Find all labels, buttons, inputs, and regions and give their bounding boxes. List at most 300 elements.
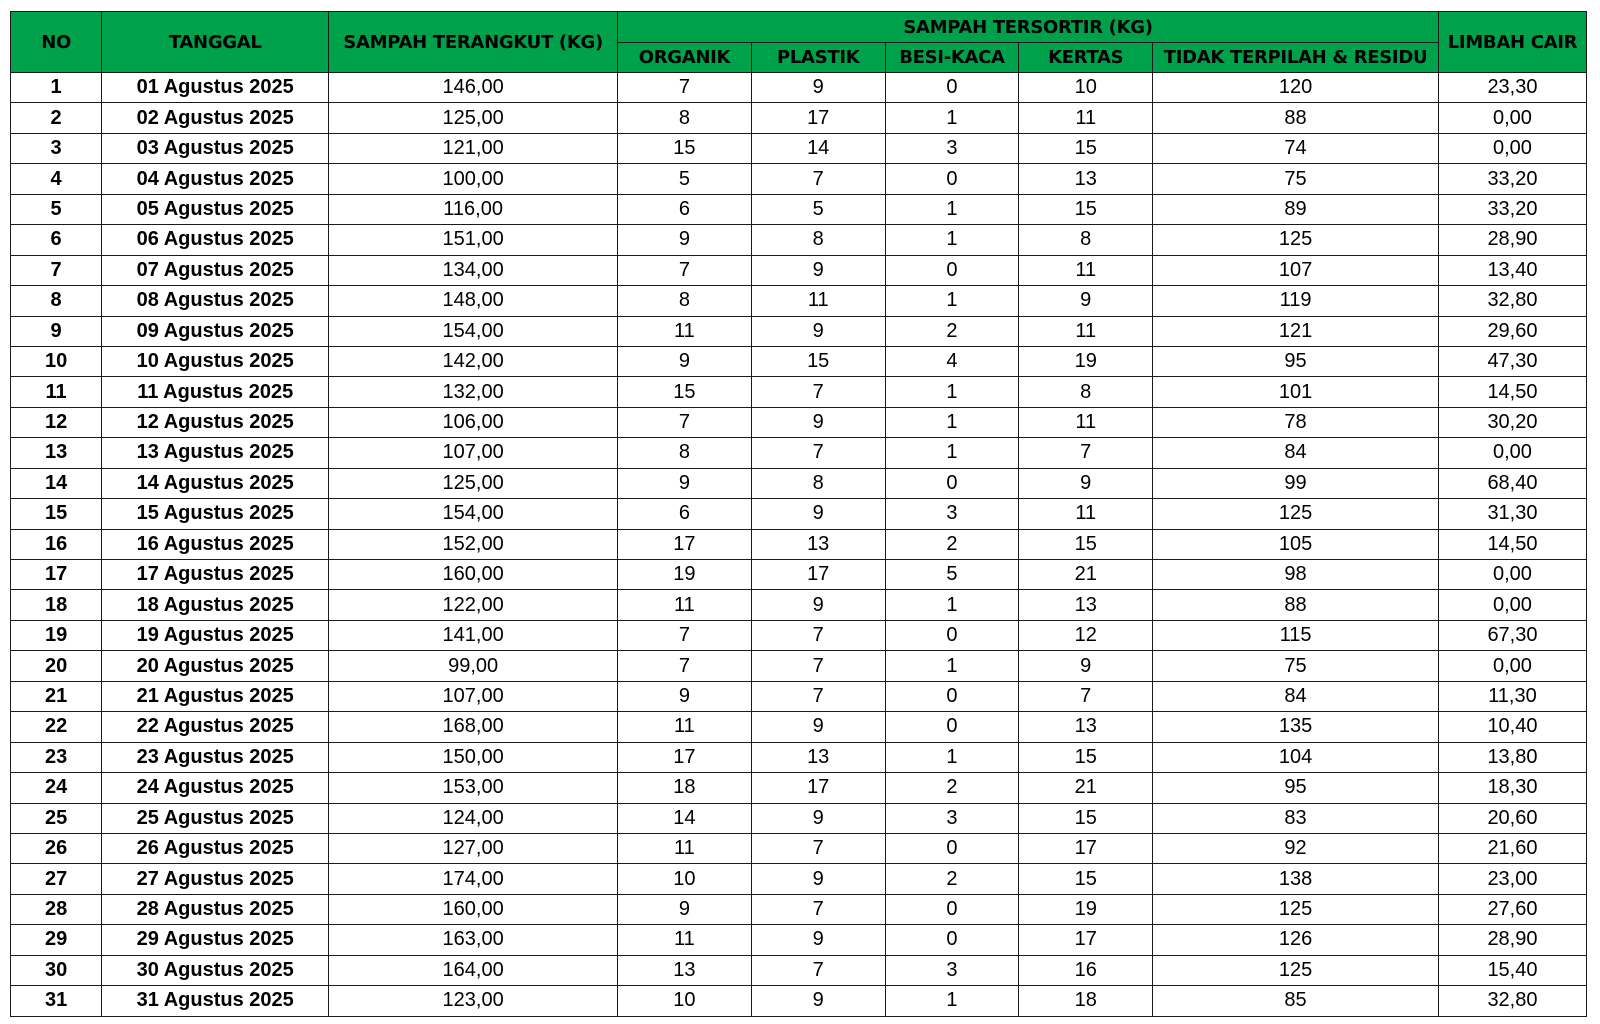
table-row (11, 133, 1587, 163)
table-row (11, 742, 1587, 772)
table-header (11, 12, 1587, 73)
cell-tanggal: 02 Agustus 2025 (102, 103, 329, 133)
cell-terangkut: 168,00 (329, 712, 618, 742)
cell-plastik: 9 (751, 499, 885, 529)
cell-terangkut: 164,00 (329, 955, 618, 985)
header-tersortir: SAMPAH TERSORTIR (KG) (618, 12, 1439, 43)
cell-besi-kaca: 1 (885, 590, 1019, 620)
cell-plastik: 7 (751, 681, 885, 711)
cell-terangkut: 127,00 (329, 833, 618, 863)
cell-terangkut: 152,00 (329, 529, 618, 559)
cell-limbah-cair: 33,20 (1438, 164, 1586, 194)
cell-besi-kaca: 0 (885, 468, 1019, 498)
cell-no: 9 (11, 316, 102, 346)
cell-kertas: 9 (1019, 468, 1153, 498)
cell-terangkut: 107,00 (329, 438, 618, 468)
cell-kertas: 15 (1019, 529, 1153, 559)
waste-report-sheet (10, 11, 1587, 1017)
table-row (11, 955, 1587, 985)
cell-limbah-cair: 0,00 (1438, 103, 1586, 133)
cell-residu: 138 (1153, 864, 1439, 894)
cell-organik: 10 (618, 986, 752, 1016)
cell-plastik: 9 (751, 73, 885, 103)
cell-tanggal: 18 Agustus 2025 (102, 590, 329, 620)
cell-tanggal: 15 Agustus 2025 (102, 499, 329, 529)
table-row (11, 894, 1587, 924)
cell-organik: 7 (618, 620, 752, 650)
cell-besi-kaca: 0 (885, 620, 1019, 650)
waste-table (10, 11, 1587, 1017)
cell-kertas: 7 (1019, 681, 1153, 711)
cell-plastik: 9 (751, 255, 885, 285)
cell-no: 22 (11, 712, 102, 742)
cell-limbah-cair: 23,30 (1438, 73, 1586, 103)
cell-residu: 75 (1153, 164, 1439, 194)
cell-limbah-cair: 32,80 (1438, 286, 1586, 316)
cell-organik: 7 (618, 651, 752, 681)
cell-organik: 6 (618, 194, 752, 224)
header-plastik: PLASTIK (751, 43, 885, 73)
cell-residu: 84 (1153, 681, 1439, 711)
cell-terangkut: 160,00 (329, 560, 618, 590)
cell-tanggal: 29 Agustus 2025 (102, 925, 329, 955)
cell-tanggal: 12 Agustus 2025 (102, 407, 329, 437)
table-row (11, 103, 1587, 133)
cell-no: 16 (11, 529, 102, 559)
cell-plastik: 11 (751, 286, 885, 316)
cell-kertas: 17 (1019, 833, 1153, 863)
cell-organik: 9 (618, 894, 752, 924)
cell-kertas: 18 (1019, 986, 1153, 1016)
header-tanggal: TANGGAL (102, 12, 329, 73)
table-row (11, 681, 1587, 711)
cell-tanggal: 01 Agustus 2025 (102, 73, 329, 103)
cell-residu: 74 (1153, 133, 1439, 163)
cell-tanggal: 30 Agustus 2025 (102, 955, 329, 985)
cell-terangkut: 106,00 (329, 407, 618, 437)
cell-besi-kaca: 1 (885, 407, 1019, 437)
cell-terangkut: 142,00 (329, 346, 618, 376)
cell-kertas: 21 (1019, 560, 1153, 590)
cell-no: 8 (11, 286, 102, 316)
cell-besi-kaca: 0 (885, 73, 1019, 103)
cell-besi-kaca: 0 (885, 712, 1019, 742)
cell-residu: 98 (1153, 560, 1439, 590)
cell-limbah-cair: 0,00 (1438, 438, 1586, 468)
cell-terangkut: 160,00 (329, 894, 618, 924)
cell-residu: 121 (1153, 316, 1439, 346)
cell-tanggal: 22 Agustus 2025 (102, 712, 329, 742)
table-row (11, 620, 1587, 650)
cell-terangkut: 123,00 (329, 986, 618, 1016)
cell-plastik: 7 (751, 955, 885, 985)
cell-besi-kaca: 0 (885, 255, 1019, 285)
cell-no: 19 (11, 620, 102, 650)
cell-terangkut: 125,00 (329, 103, 618, 133)
cell-tanggal: 03 Agustus 2025 (102, 133, 329, 163)
cell-besi-kaca: 0 (885, 833, 1019, 863)
cell-no: 4 (11, 164, 102, 194)
cell-terangkut: 121,00 (329, 133, 618, 163)
cell-plastik: 17 (751, 103, 885, 133)
cell-residu: 125 (1153, 225, 1439, 255)
cell-organik: 13 (618, 955, 752, 985)
cell-kertas: 10 (1019, 73, 1153, 103)
cell-limbah-cair: 0,00 (1438, 590, 1586, 620)
cell-residu: 92 (1153, 833, 1439, 863)
cell-no: 12 (11, 407, 102, 437)
cell-kertas: 15 (1019, 133, 1153, 163)
cell-plastik: 13 (751, 529, 885, 559)
cell-plastik: 7 (751, 894, 885, 924)
cell-plastik: 7 (751, 438, 885, 468)
cell-besi-kaca: 1 (885, 377, 1019, 407)
header-kertas: KERTAS (1019, 43, 1153, 73)
cell-limbah-cair: 14,50 (1438, 529, 1586, 559)
header-besi-kaca: BESI-KACA (885, 43, 1019, 73)
cell-residu: 83 (1153, 803, 1439, 833)
cell-residu: 88 (1153, 590, 1439, 620)
cell-kertas: 17 (1019, 925, 1153, 955)
cell-organik: 18 (618, 773, 752, 803)
cell-tanggal: 09 Agustus 2025 (102, 316, 329, 346)
cell-no: 1 (11, 73, 102, 103)
cell-residu: 115 (1153, 620, 1439, 650)
cell-no: 11 (11, 377, 102, 407)
cell-limbah-cair: 20,60 (1438, 803, 1586, 833)
cell-terangkut: 148,00 (329, 286, 618, 316)
table-row (11, 529, 1587, 559)
cell-organik: 17 (618, 742, 752, 772)
cell-terangkut: 125,00 (329, 468, 618, 498)
cell-besi-kaca: 2 (885, 773, 1019, 803)
cell-terangkut: 154,00 (329, 499, 618, 529)
cell-besi-kaca: 1 (885, 742, 1019, 772)
cell-tanggal: 17 Agustus 2025 (102, 560, 329, 590)
cell-residu: 107 (1153, 255, 1439, 285)
cell-besi-kaca: 1 (885, 438, 1019, 468)
cell-limbah-cair: 29,60 (1438, 316, 1586, 346)
cell-organik: 11 (618, 712, 752, 742)
cell-limbah-cair: 11,30 (1438, 681, 1586, 711)
cell-plastik: 9 (751, 864, 885, 894)
cell-residu: 89 (1153, 194, 1439, 224)
table-row (11, 316, 1587, 346)
cell-limbah-cair: 13,40 (1438, 255, 1586, 285)
cell-terangkut: 150,00 (329, 742, 618, 772)
cell-organik: 11 (618, 925, 752, 955)
cell-no: 21 (11, 681, 102, 711)
cell-terangkut: 151,00 (329, 225, 618, 255)
cell-plastik: 8 (751, 225, 885, 255)
cell-organik: 11 (618, 590, 752, 620)
cell-limbah-cair: 47,30 (1438, 346, 1586, 376)
cell-limbah-cair: 32,80 (1438, 986, 1586, 1016)
cell-tanggal: 06 Agustus 2025 (102, 225, 329, 255)
cell-besi-kaca: 2 (885, 316, 1019, 346)
cell-kertas: 9 (1019, 651, 1153, 681)
cell-residu: 84 (1153, 438, 1439, 468)
cell-kertas: 15 (1019, 864, 1153, 894)
cell-no: 7 (11, 255, 102, 285)
cell-terangkut: 163,00 (329, 925, 618, 955)
cell-plastik: 8 (751, 468, 885, 498)
table-row (11, 164, 1587, 194)
cell-no: 30 (11, 955, 102, 985)
cell-kertas: 15 (1019, 803, 1153, 833)
cell-residu: 125 (1153, 894, 1439, 924)
cell-tanggal: 10 Agustus 2025 (102, 346, 329, 376)
cell-no: 25 (11, 803, 102, 833)
cell-kertas: 11 (1019, 316, 1153, 346)
cell-residu: 125 (1153, 499, 1439, 529)
cell-plastik: 7 (751, 164, 885, 194)
table-row (11, 651, 1587, 681)
table-row (11, 590, 1587, 620)
cell-organik: 10 (618, 864, 752, 894)
cell-kertas: 11 (1019, 103, 1153, 133)
cell-limbah-cair: 13,80 (1438, 742, 1586, 772)
cell-plastik: 9 (751, 803, 885, 833)
cell-kertas: 13 (1019, 164, 1153, 194)
cell-no: 14 (11, 468, 102, 498)
cell-no: 29 (11, 925, 102, 955)
cell-terangkut: 174,00 (329, 864, 618, 894)
table-row (11, 73, 1587, 103)
cell-no: 24 (11, 773, 102, 803)
header-organik: ORGANIK (618, 43, 752, 73)
cell-terangkut: 122,00 (329, 590, 618, 620)
cell-kertas: 19 (1019, 894, 1153, 924)
cell-limbah-cair: 14,50 (1438, 377, 1586, 407)
table-row (11, 803, 1587, 833)
cell-plastik: 7 (751, 620, 885, 650)
cell-tanggal: 04 Agustus 2025 (102, 164, 329, 194)
table-row (11, 225, 1587, 255)
cell-tanggal: 23 Agustus 2025 (102, 742, 329, 772)
cell-organik: 14 (618, 803, 752, 833)
table-row (11, 986, 1587, 1016)
cell-residu: 88 (1153, 103, 1439, 133)
cell-organik: 8 (618, 103, 752, 133)
cell-plastik: 9 (751, 925, 885, 955)
cell-no: 5 (11, 194, 102, 224)
cell-besi-kaca: 5 (885, 560, 1019, 590)
cell-kertas: 15 (1019, 742, 1153, 772)
header-no: NO (11, 12, 102, 73)
cell-limbah-cair: 10,40 (1438, 712, 1586, 742)
cell-kertas: 11 (1019, 499, 1153, 529)
header-residu: TIDAK TERPILAH & RESIDU (1153, 43, 1439, 73)
cell-besi-kaca: 3 (885, 955, 1019, 985)
cell-organik: 15 (618, 133, 752, 163)
cell-residu: 101 (1153, 377, 1439, 407)
cell-plastik: 7 (751, 651, 885, 681)
cell-terangkut: 154,00 (329, 316, 618, 346)
table-row (11, 833, 1587, 863)
cell-besi-kaca: 1 (885, 986, 1019, 1016)
cell-limbah-cair: 0,00 (1438, 651, 1586, 681)
table-row (11, 560, 1587, 590)
cell-kertas: 12 (1019, 620, 1153, 650)
cell-organik: 19 (618, 560, 752, 590)
cell-organik: 8 (618, 438, 752, 468)
header-row-top (11, 12, 1587, 43)
cell-limbah-cair: 0,00 (1438, 133, 1586, 163)
table-row (11, 468, 1587, 498)
table-row (11, 194, 1587, 224)
cell-no: 28 (11, 894, 102, 924)
cell-organik: 15 (618, 377, 752, 407)
cell-residu: 125 (1153, 955, 1439, 985)
cell-besi-kaca: 1 (885, 103, 1019, 133)
cell-kertas: 8 (1019, 377, 1153, 407)
table-row (11, 925, 1587, 955)
cell-no: 26 (11, 833, 102, 863)
cell-plastik: 7 (751, 833, 885, 863)
cell-tanggal: 08 Agustus 2025 (102, 286, 329, 316)
cell-no: 17 (11, 560, 102, 590)
cell-tanggal: 28 Agustus 2025 (102, 894, 329, 924)
cell-kertas: 11 (1019, 255, 1153, 285)
cell-plastik: 9 (751, 986, 885, 1016)
cell-besi-kaca: 0 (885, 681, 1019, 711)
cell-tanggal: 20 Agustus 2025 (102, 651, 329, 681)
table-row (11, 255, 1587, 285)
cell-terangkut: 132,00 (329, 377, 618, 407)
cell-limbah-cair: 68,40 (1438, 468, 1586, 498)
cell-residu: 120 (1153, 73, 1439, 103)
cell-plastik: 9 (751, 712, 885, 742)
cell-organik: 5 (618, 164, 752, 194)
cell-no: 3 (11, 133, 102, 163)
cell-kertas: 21 (1019, 773, 1153, 803)
cell-residu: 105 (1153, 529, 1439, 559)
cell-residu: 95 (1153, 346, 1439, 376)
cell-tanggal: 16 Agustus 2025 (102, 529, 329, 559)
cell-plastik: 9 (751, 316, 885, 346)
cell-kertas: 9 (1019, 286, 1153, 316)
cell-besi-kaca: 2 (885, 864, 1019, 894)
cell-residu: 75 (1153, 651, 1439, 681)
cell-limbah-cair: 15,40 (1438, 955, 1586, 985)
cell-limbah-cair: 67,30 (1438, 620, 1586, 650)
cell-terangkut: 134,00 (329, 255, 618, 285)
cell-no: 31 (11, 986, 102, 1016)
cell-organik: 11 (618, 833, 752, 863)
cell-no: 15 (11, 499, 102, 529)
cell-limbah-cair: 21,60 (1438, 833, 1586, 863)
cell-limbah-cair: 28,90 (1438, 925, 1586, 955)
cell-besi-kaca: 1 (885, 194, 1019, 224)
cell-besi-kaca: 3 (885, 499, 1019, 529)
cell-tanggal: 11 Agustus 2025 (102, 377, 329, 407)
cell-organik: 7 (618, 73, 752, 103)
table-row (11, 286, 1587, 316)
cell-organik: 9 (618, 346, 752, 376)
cell-plastik: 17 (751, 560, 885, 590)
cell-limbah-cair: 30,20 (1438, 407, 1586, 437)
cell-besi-kaca: 1 (885, 286, 1019, 316)
table-row (11, 346, 1587, 376)
cell-organik: 7 (618, 407, 752, 437)
cell-no: 6 (11, 225, 102, 255)
cell-terangkut: 107,00 (329, 681, 618, 711)
cell-limbah-cair: 31,30 (1438, 499, 1586, 529)
cell-residu: 78 (1153, 407, 1439, 437)
cell-plastik: 14 (751, 133, 885, 163)
cell-tanggal: 05 Agustus 2025 (102, 194, 329, 224)
table-body (11, 73, 1587, 1017)
cell-tanggal: 31 Agustus 2025 (102, 986, 329, 1016)
cell-organik: 9 (618, 225, 752, 255)
cell-kertas: 13 (1019, 590, 1153, 620)
cell-residu: 135 (1153, 712, 1439, 742)
cell-residu: 119 (1153, 286, 1439, 316)
cell-tanggal: 21 Agustus 2025 (102, 681, 329, 711)
cell-limbah-cair: 23,00 (1438, 864, 1586, 894)
cell-residu: 99 (1153, 468, 1439, 498)
cell-plastik: 9 (751, 590, 885, 620)
table-row (11, 499, 1587, 529)
cell-limbah-cair: 18,30 (1438, 773, 1586, 803)
cell-besi-kaca: 1 (885, 225, 1019, 255)
cell-no: 18 (11, 590, 102, 620)
cell-limbah-cair: 27,60 (1438, 894, 1586, 924)
cell-terangkut: 141,00 (329, 620, 618, 650)
cell-organik: 6 (618, 499, 752, 529)
cell-terangkut: 146,00 (329, 73, 618, 103)
table-row (11, 438, 1587, 468)
cell-terangkut: 116,00 (329, 194, 618, 224)
cell-organik: 7 (618, 255, 752, 285)
cell-limbah-cair: 28,90 (1438, 225, 1586, 255)
table-row (11, 407, 1587, 437)
cell-residu: 85 (1153, 986, 1439, 1016)
cell-kertas: 7 (1019, 438, 1153, 468)
cell-no: 20 (11, 651, 102, 681)
cell-kertas: 8 (1019, 225, 1153, 255)
cell-kertas: 19 (1019, 346, 1153, 376)
cell-residu: 104 (1153, 742, 1439, 772)
cell-besi-kaca: 4 (885, 346, 1019, 376)
cell-tanggal: 27 Agustus 2025 (102, 864, 329, 894)
cell-kertas: 16 (1019, 955, 1153, 985)
cell-besi-kaca: 1 (885, 651, 1019, 681)
table-row (11, 773, 1587, 803)
cell-no: 2 (11, 103, 102, 133)
cell-no: 23 (11, 742, 102, 772)
cell-residu: 126 (1153, 925, 1439, 955)
cell-plastik: 7 (751, 377, 885, 407)
cell-terangkut: 100,00 (329, 164, 618, 194)
cell-limbah-cair: 33,20 (1438, 194, 1586, 224)
cell-organik: 9 (618, 681, 752, 711)
cell-terangkut: 99,00 (329, 651, 618, 681)
cell-organik: 9 (618, 468, 752, 498)
cell-besi-kaca: 2 (885, 529, 1019, 559)
cell-no: 27 (11, 864, 102, 894)
cell-tanggal: 25 Agustus 2025 (102, 803, 329, 833)
cell-besi-kaca: 0 (885, 894, 1019, 924)
cell-besi-kaca: 3 (885, 803, 1019, 833)
cell-no: 13 (11, 438, 102, 468)
cell-terangkut: 153,00 (329, 773, 618, 803)
cell-organik: 8 (618, 286, 752, 316)
cell-plastik: 15 (751, 346, 885, 376)
header-limbah-cair: LIMBAH CAIR (1438, 12, 1586, 73)
cell-tanggal: 24 Agustus 2025 (102, 773, 329, 803)
